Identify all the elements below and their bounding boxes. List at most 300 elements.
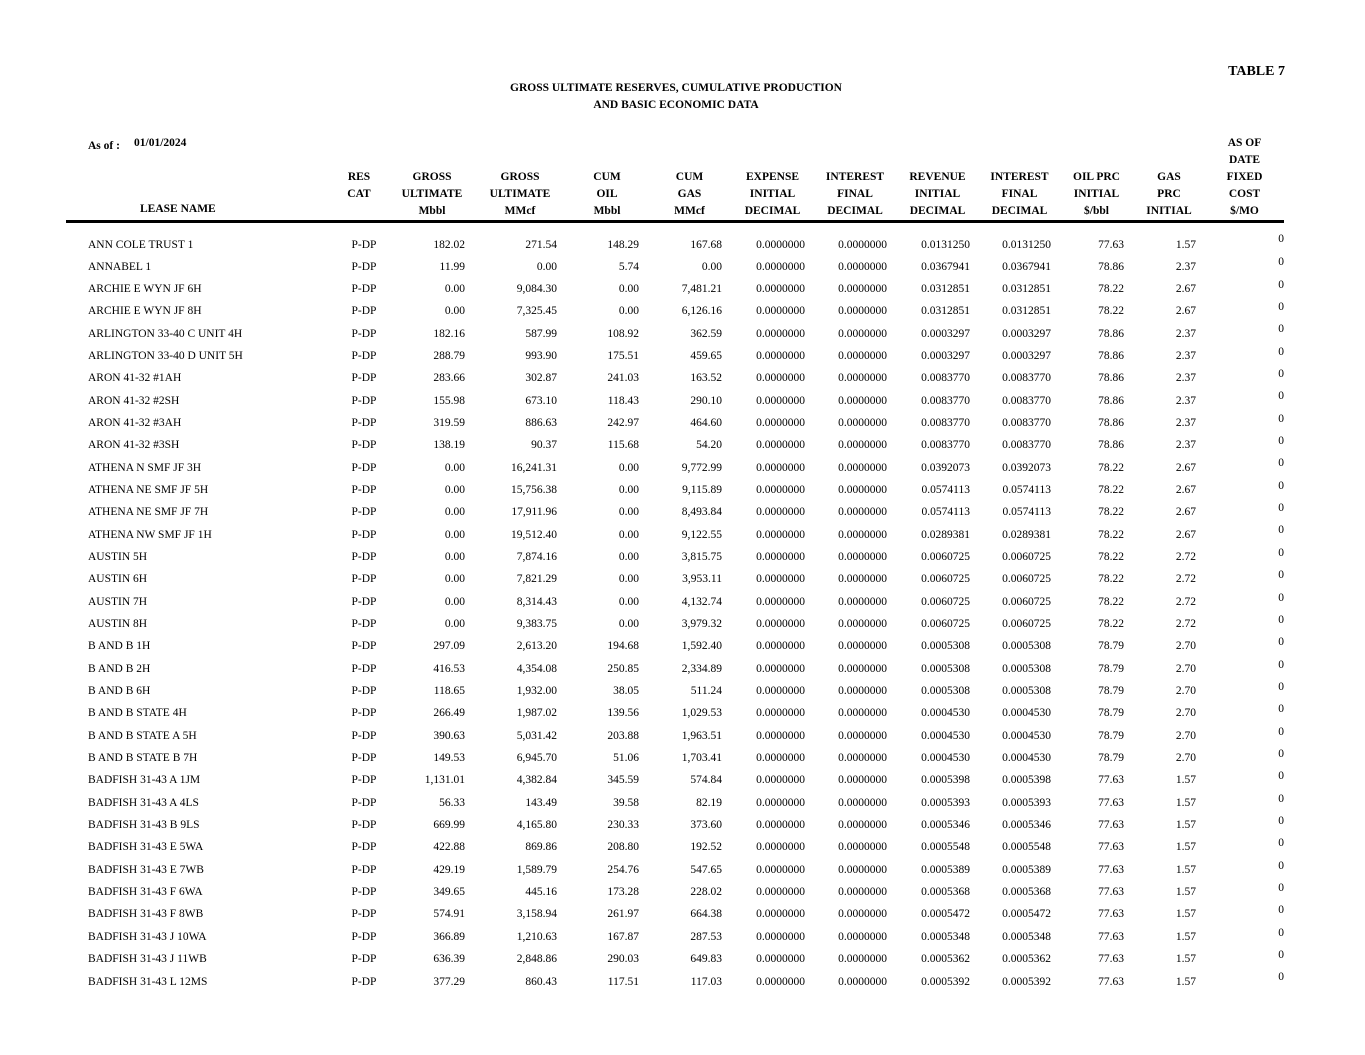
- cell-gasprc: 2.37: [1175, 260, 1196, 273]
- cell-cat: P-DP: [351, 640, 377, 653]
- column-header-line: INITIAL: [1146, 205, 1192, 217]
- cell-exp: 0.0000000: [756, 394, 805, 407]
- cell-goil: 422.88: [433, 841, 465, 854]
- cell-fixed: 0: [1278, 233, 1284, 245]
- report-title-line-1: GROSS ULTIMATE RESERVES, CUMULATIVE PRODUCTION: [510, 82, 842, 94]
- cell-goil: 319.59: [433, 416, 465, 429]
- cell-intf: 0.0000000: [838, 595, 887, 608]
- table-row: [66, 926, 1284, 948]
- table-row: [66, 747, 1284, 769]
- cell-exp: 0.0000000: [756, 282, 805, 295]
- cell-coil: 39.58: [613, 796, 639, 809]
- cell-lease: B AND B STATE 4H: [88, 707, 187, 720]
- cell-gasprc: 1.57: [1175, 819, 1196, 832]
- cell-gasprc: 2.67: [1175, 305, 1196, 318]
- cell-oilprc: 78.86: [1098, 327, 1124, 340]
- cell-intf: 0.0000000: [838, 886, 887, 899]
- column-header-line: FIXED: [1226, 171, 1263, 183]
- cell-cgas: 9,115.89: [682, 483, 722, 496]
- cell-cat: P-DP: [351, 528, 377, 541]
- cell-coil: 117.51: [607, 975, 639, 988]
- cell-exp: 0.0000000: [756, 528, 805, 541]
- cell-ggas: 19,512.40: [511, 528, 557, 541]
- cell-fixed: 0: [1278, 502, 1284, 515]
- cell-ggas: 860.43: [525, 975, 557, 988]
- as-of-label: As of :: [88, 140, 120, 152]
- cell-coil: 290.03: [607, 953, 639, 966]
- cell-gasprc: 2.37: [1175, 439, 1196, 452]
- cell-intf2: 0.0005548: [1002, 841, 1051, 854]
- cell-oilprc: 77.63: [1098, 796, 1124, 809]
- cell-ggas: 5,031.42: [516, 729, 557, 742]
- cell-gasprc: 2.37: [1175, 416, 1196, 429]
- cell-ggas: 4,354.08: [516, 662, 557, 675]
- column-header-line: OIL: [596, 188, 618, 200]
- cell-ggas: 1,210.63: [516, 930, 557, 943]
- table-row: [66, 367, 1284, 389]
- cell-ggas: 587.99: [525, 327, 557, 340]
- column-header-line: DATE: [1228, 154, 1261, 166]
- cell-rev: 0.0004530: [921, 752, 970, 765]
- cell-rev: 0.0574113: [921, 483, 970, 496]
- cell-cat: P-DP: [351, 819, 377, 832]
- column-header-line: AS OF: [1227, 137, 1262, 149]
- cell-coil: 148.29: [607, 238, 639, 251]
- cell-exp: 0.0000000: [756, 483, 805, 496]
- cell-cat: P-DP: [351, 930, 377, 943]
- cell-goil: 416.53: [433, 662, 465, 675]
- cell-cat: P-DP: [351, 260, 377, 273]
- cell-cat: P-DP: [351, 550, 377, 563]
- column-header-line: EXPENSE: [745, 171, 800, 183]
- cell-exp: 0.0000000: [756, 707, 805, 720]
- cell-intf: 0.0000000: [838, 506, 887, 519]
- cell-gasprc: 2.70: [1175, 685, 1196, 698]
- cell-exp: 0.0000000: [756, 506, 805, 519]
- cell-lease: BADFISH 31-43 L 12MS: [88, 975, 208, 988]
- cell-goil: 0.00: [444, 483, 465, 496]
- table-row: [66, 278, 1284, 300]
- column-header-goil: [390, 135, 474, 222]
- cell-ggas: 8,314.43: [516, 595, 557, 608]
- cell-gasprc: 1.57: [1175, 863, 1196, 876]
- cell-cat: P-DP: [351, 796, 377, 809]
- cell-goil: 182.02: [433, 238, 465, 251]
- cell-exp: 0.0000000: [756, 349, 805, 362]
- cell-cat: P-DP: [351, 573, 377, 586]
- cell-lease: B AND B 2H: [88, 662, 151, 675]
- cell-cgas: 6,126.16: [681, 305, 722, 318]
- cell-gasprc: 2.67: [1175, 483, 1196, 496]
- cell-cgas: 9,122.55: [681, 528, 722, 541]
- cell-gasprc: 1.57: [1175, 953, 1196, 966]
- cell-gasprc: 2.67: [1175, 461, 1196, 474]
- cell-intf: 0.0000000: [838, 975, 887, 988]
- cell-rev: 0.0005346: [921, 819, 970, 832]
- cell-coil: 175.51: [607, 349, 639, 362]
- table-row: [66, 523, 1284, 545]
- cell-exp: 0.0000000: [756, 640, 805, 653]
- cell-cgas: 117.03: [690, 975, 722, 988]
- cell-ggas: 886.63: [525, 416, 557, 429]
- cell-oilprc: 77.63: [1098, 930, 1124, 943]
- cell-coil: 194.68: [607, 640, 639, 653]
- cell-lease: BADFISH 31-43 E 7WB: [88, 863, 204, 876]
- cell-fixed: 0: [1278, 837, 1284, 850]
- cell-fixed: 0: [1278, 725, 1284, 738]
- cell-goil: 149.53: [433, 752, 465, 765]
- column-header-intf: [814, 135, 896, 222]
- cell-rev: 0.0005308: [921, 640, 970, 653]
- table-row: [66, 613, 1284, 635]
- cell-ggas: 6,945.70: [516, 752, 557, 765]
- cell-fixed: 0: [1278, 412, 1284, 425]
- cell-exp: 0.0000000: [756, 416, 805, 429]
- column-header-line: COST: [1228, 188, 1261, 200]
- cell-fixed: 0: [1278, 859, 1284, 872]
- cell-coil: 203.88: [607, 729, 639, 742]
- cell-fixed: 0: [1278, 658, 1284, 671]
- cell-intf2: 0.0005308: [1002, 640, 1051, 653]
- cell-intf: 0.0000000: [838, 416, 887, 429]
- cell-oilprc: 78.86: [1098, 260, 1124, 273]
- cell-oilprc: 77.63: [1098, 886, 1124, 899]
- cell-cgas: 1,963.51: [681, 729, 722, 742]
- cell-exp: 0.0000000: [756, 595, 805, 608]
- cell-ggas: 0.00: [536, 260, 557, 273]
- cell-intf2: 0.0131250: [1002, 238, 1051, 251]
- cell-fixed: 0: [1278, 435, 1284, 448]
- cell-intf2: 0.0392073: [1002, 461, 1051, 474]
- cell-intf2: 0.0312851: [1002, 305, 1051, 318]
- cell-ggas: 2,613.20: [516, 640, 557, 653]
- cell-intf2: 0.0004530: [1002, 707, 1051, 720]
- cell-exp: 0.0000000: [756, 662, 805, 675]
- cell-gasprc: 1.57: [1175, 796, 1196, 809]
- cell-ggas: 1,932.00: [516, 685, 557, 698]
- cell-intf2: 0.0005472: [1002, 908, 1051, 921]
- column-header-line: $/bbl: [1084, 205, 1109, 217]
- cell-coil: 208.80: [607, 841, 639, 854]
- cell-goil: 297.09: [433, 640, 465, 653]
- cell-ggas: 7,874.16: [516, 550, 557, 563]
- table-row: [66, 859, 1284, 881]
- cell-oilprc: 78.79: [1098, 662, 1124, 675]
- cell-lease: ARON 41-32 #3SH: [88, 439, 180, 452]
- report-title-line-2: AND BASIC ECONOMIC DATA: [593, 99, 759, 111]
- cell-coil: 139.56: [607, 707, 639, 720]
- cell-lease: ARCHIE E WYN JF 8H: [88, 305, 202, 318]
- cell-oilprc: 78.22: [1098, 595, 1124, 608]
- cell-oilprc: 78.86: [1098, 439, 1124, 452]
- table-row: [66, 345, 1284, 367]
- cell-cgas: 3,979.32: [681, 618, 722, 631]
- cell-lease: B AND B 1H: [88, 640, 151, 653]
- column-header-line: REVENUE: [909, 171, 966, 183]
- column-header-line: INITIAL: [1073, 188, 1120, 200]
- cell-coil: 108.92: [607, 327, 639, 340]
- cell-cgas: 82.19: [696, 796, 722, 809]
- table-row: [66, 591, 1284, 613]
- cell-intf2: 0.0060725: [1002, 595, 1051, 608]
- cell-exp: 0.0000000: [756, 618, 805, 631]
- cell-intf2: 0.0060725: [1002, 550, 1051, 563]
- cell-coil: 345.59: [607, 774, 639, 787]
- cell-rev: 0.0005308: [921, 662, 970, 675]
- column-header-intf2: [979, 135, 1060, 222]
- cell-intf: 0.0000000: [838, 461, 887, 474]
- table-row: [66, 881, 1284, 903]
- cell-ggas: 16,241.31: [511, 461, 557, 474]
- column-header-line: INITIAL: [914, 188, 961, 200]
- table-row: [66, 456, 1284, 478]
- cell-oilprc: 78.79: [1098, 729, 1124, 742]
- cell-gasprc: 1.57: [1175, 841, 1196, 854]
- cell-ggas: 143.49: [525, 796, 557, 809]
- cell-fixed: 0: [1278, 368, 1284, 381]
- cell-goil: 0.00: [444, 618, 465, 631]
- cell-exp: 0.0000000: [756, 774, 805, 787]
- cell-fixed: 0: [1278, 949, 1284, 961]
- cell-cat: P-DP: [351, 953, 377, 966]
- cell-intf: 0.0000000: [838, 260, 887, 273]
- cell-cat: P-DP: [351, 685, 377, 698]
- cell-exp: 0.0000000: [756, 327, 805, 340]
- cell-lease: ANNABEL 1: [88, 260, 152, 273]
- cell-goil: 574.91: [433, 908, 465, 921]
- cell-cgas: 547.65: [690, 863, 722, 876]
- cell-cgas: 464.60: [690, 416, 722, 429]
- cell-exp: 0.0000000: [756, 238, 805, 251]
- cell-lease: BADFISH 31-43 B 9LS: [88, 819, 200, 832]
- cell-cgas: 362.59: [690, 327, 722, 340]
- cell-gasprc: 1.57: [1175, 238, 1196, 251]
- cell-exp: 0.0000000: [756, 796, 805, 809]
- cell-cgas: 290.10: [690, 394, 722, 407]
- column-header-line: RES: [347, 171, 371, 183]
- cell-intf: 0.0000000: [838, 930, 887, 943]
- cell-fixed: 0: [1278, 256, 1284, 269]
- cell-goil: 390.63: [433, 729, 465, 742]
- table-row: [66, 412, 1284, 434]
- cell-intf: 0.0000000: [838, 618, 887, 631]
- cell-cat: P-DP: [351, 595, 377, 608]
- cell-lease: B AND B 6H: [88, 685, 151, 698]
- cell-oilprc: 77.63: [1098, 975, 1124, 988]
- cell-coil: 0.00: [618, 305, 639, 318]
- cell-intf: 0.0000000: [838, 841, 887, 854]
- column-header-line: OIL PRC: [1073, 171, 1120, 183]
- cell-cgas: 287.53: [690, 930, 722, 943]
- cell-intf: 0.0000000: [838, 238, 887, 251]
- cell-intf2: 0.0574113: [1002, 483, 1051, 496]
- cell-intf2: 0.0083770: [1002, 439, 1051, 452]
- cell-rev: 0.0289381: [921, 528, 970, 541]
- cell-intf: 0.0000000: [838, 550, 887, 563]
- cell-cgas: 664.38: [690, 908, 722, 921]
- cell-lease: BADFISH 31-43 A 1JM: [88, 774, 201, 787]
- cell-cgas: 192.52: [690, 841, 722, 854]
- cell-cgas: 167.68: [690, 238, 722, 251]
- cell-ggas: 1,987.02: [516, 707, 557, 720]
- cell-intf2: 0.0060725: [1002, 573, 1051, 586]
- cell-goil: 349.65: [433, 886, 465, 899]
- cell-rev: 0.0083770: [921, 372, 970, 385]
- table-row: [66, 546, 1284, 568]
- cell-goil: 56.33: [439, 796, 465, 809]
- table-row: [66, 814, 1284, 836]
- cell-lease: BADFISH 31-43 F 6WA: [88, 886, 203, 899]
- cell-lease: BADFISH 31-43 J 11WB: [88, 953, 207, 966]
- cell-oilprc: 77.63: [1098, 238, 1124, 251]
- cell-cat: P-DP: [351, 483, 377, 496]
- cell-fixed: 0: [1278, 904, 1284, 917]
- cell-ggas: 673.10: [525, 394, 557, 407]
- cell-gasprc: 2.67: [1175, 528, 1196, 541]
- cell-intf: 0.0000000: [838, 439, 887, 452]
- cell-cgas: 228.02: [690, 886, 722, 899]
- cell-goil: 429.19: [433, 863, 465, 876]
- cell-rev: 0.0005392: [921, 975, 970, 988]
- cell-rev: 0.0574113: [921, 506, 970, 519]
- cell-cgas: 163.52: [690, 372, 722, 385]
- cell-fixed: 0: [1278, 323, 1284, 336]
- cell-cat: P-DP: [351, 886, 377, 899]
- cell-rev: 0.0060725: [921, 550, 970, 563]
- cell-coil: 0.00: [618, 461, 639, 474]
- cell-intf2: 0.0005308: [1002, 662, 1051, 675]
- cell-exp: 0.0000000: [756, 975, 805, 988]
- table-row: [66, 680, 1284, 702]
- cell-intf2: 0.0003297: [1002, 349, 1051, 362]
- cell-lease: B AND B STATE B 7H: [88, 752, 198, 765]
- cell-goil: 0.00: [444, 506, 465, 519]
- cell-intf2: 0.0574113: [1002, 506, 1051, 519]
- cell-intf: 0.0000000: [838, 863, 887, 876]
- cell-fixed: 0: [1278, 524, 1284, 537]
- table-row: [66, 434, 1284, 456]
- cell-fixed: 0: [1278, 278, 1284, 291]
- table-row: [66, 389, 1284, 411]
- cell-gasprc: 2.72: [1175, 573, 1196, 586]
- cell-cgas: 4,132.74: [681, 595, 722, 608]
- table-row: [66, 792, 1284, 814]
- cell-gasprc: 2.70: [1175, 707, 1196, 720]
- cell-ggas: 17,911.96: [511, 506, 557, 519]
- cell-cat: P-DP: [351, 707, 377, 720]
- table-row: [66, 322, 1284, 344]
- cell-gasprc: 2.37: [1175, 372, 1196, 385]
- cell-coil: 0.00: [618, 282, 639, 295]
- cell-goil: 0.00: [444, 461, 465, 474]
- cell-intf2: 0.0005398: [1002, 774, 1051, 787]
- cell-exp: 0.0000000: [756, 886, 805, 899]
- table-number: TABLE 7: [1228, 64, 1285, 79]
- cell-ggas: 90.37: [531, 439, 557, 452]
- cell-cgas: 3,953.11: [682, 573, 722, 586]
- cell-intf: 0.0000000: [838, 819, 887, 832]
- cell-ggas: 7,325.45: [516, 305, 557, 318]
- cell-oilprc: 77.63: [1098, 863, 1124, 876]
- cell-rev: 0.0004530: [921, 729, 970, 742]
- cell-goil: 377.29: [433, 975, 465, 988]
- table-row: [66, 658, 1284, 680]
- cell-lease: ARON 41-32 #2SH: [88, 394, 180, 407]
- cell-lease: AUSTIN 8H: [88, 618, 148, 631]
- column-header-line: CUM: [675, 171, 704, 183]
- table-row: [66, 903, 1284, 925]
- cell-ggas: 993.90: [525, 349, 557, 362]
- cell-lease: BADFISH 31-43 F 8WB: [88, 908, 204, 921]
- cell-fixed: 0: [1278, 345, 1284, 358]
- cell-gasprc: 2.37: [1175, 349, 1196, 362]
- cell-rev: 0.0083770: [921, 439, 970, 452]
- cell-oilprc: 77.63: [1098, 819, 1124, 832]
- cell-oilprc: 78.22: [1098, 528, 1124, 541]
- cell-goil: 0.00: [444, 550, 465, 563]
- table-row: [66, 769, 1284, 791]
- cell-lease: ANN COLE TRUST 1: [88, 238, 194, 251]
- cell-fixed: 0: [1278, 613, 1284, 626]
- cell-intf: 0.0000000: [838, 483, 887, 496]
- cell-intf2: 0.0005346: [1002, 819, 1051, 832]
- cell-intf2: 0.0005392: [1002, 975, 1051, 988]
- cell-rev: 0.0005348: [921, 930, 970, 943]
- cell-rev: 0.0005393: [921, 796, 970, 809]
- cell-cat: P-DP: [351, 774, 377, 787]
- cell-intf2: 0.0312851: [1002, 282, 1051, 295]
- cell-gasprc: 1.57: [1175, 886, 1196, 899]
- cell-cgas: 1,029.53: [681, 707, 722, 720]
- cell-lease: BADFISH 31-43 E 5WA: [88, 841, 204, 854]
- cell-exp: 0.0000000: [756, 841, 805, 854]
- table-row: [66, 255, 1284, 277]
- cell-rev: 0.0060725: [921, 618, 970, 631]
- cell-cat: P-DP: [351, 752, 377, 765]
- cell-coil: 118.43: [607, 394, 639, 407]
- cell-cat: P-DP: [351, 618, 377, 631]
- cell-fixed: 0: [1278, 301, 1284, 314]
- cell-coil: 0.00: [618, 550, 639, 563]
- cell-cat: P-DP: [351, 238, 377, 251]
- cell-ggas: 15,756.38: [511, 483, 557, 496]
- cell-coil: 250.85: [607, 662, 639, 675]
- cell-lease: AUSTIN 7H: [88, 595, 148, 608]
- cell-coil: 51.06: [613, 752, 639, 765]
- cell-cat: P-DP: [351, 439, 377, 452]
- cell-intf: 0.0000000: [838, 662, 887, 675]
- cell-exp: 0.0000000: [756, 908, 805, 921]
- cell-intf2: 0.0004530: [1002, 752, 1051, 765]
- cell-intf2: 0.0083770: [1002, 416, 1051, 429]
- cell-goil: 366.89: [433, 930, 465, 943]
- cell-goil: 118.65: [433, 685, 465, 698]
- column-header-line: GROSS: [412, 171, 452, 183]
- column-header-line: [328, 203, 390, 220]
- cell-rev: 0.0367941: [921, 260, 970, 273]
- cell-oilprc: 78.79: [1098, 640, 1124, 653]
- cell-coil: 38.05: [613, 685, 639, 698]
- cell-fixed: 0: [1278, 770, 1284, 783]
- cell-cat: P-DP: [351, 841, 377, 854]
- cell-fixed: 0: [1278, 636, 1284, 649]
- column-header-line: GAS: [677, 188, 702, 200]
- column-header-gasprc: [1133, 135, 1205, 222]
- cell-coil: 242.97: [607, 416, 639, 429]
- cell-ggas: 445.16: [525, 886, 557, 899]
- cell-exp: 0.0000000: [756, 305, 805, 318]
- cell-rev: 0.0005398: [921, 774, 970, 787]
